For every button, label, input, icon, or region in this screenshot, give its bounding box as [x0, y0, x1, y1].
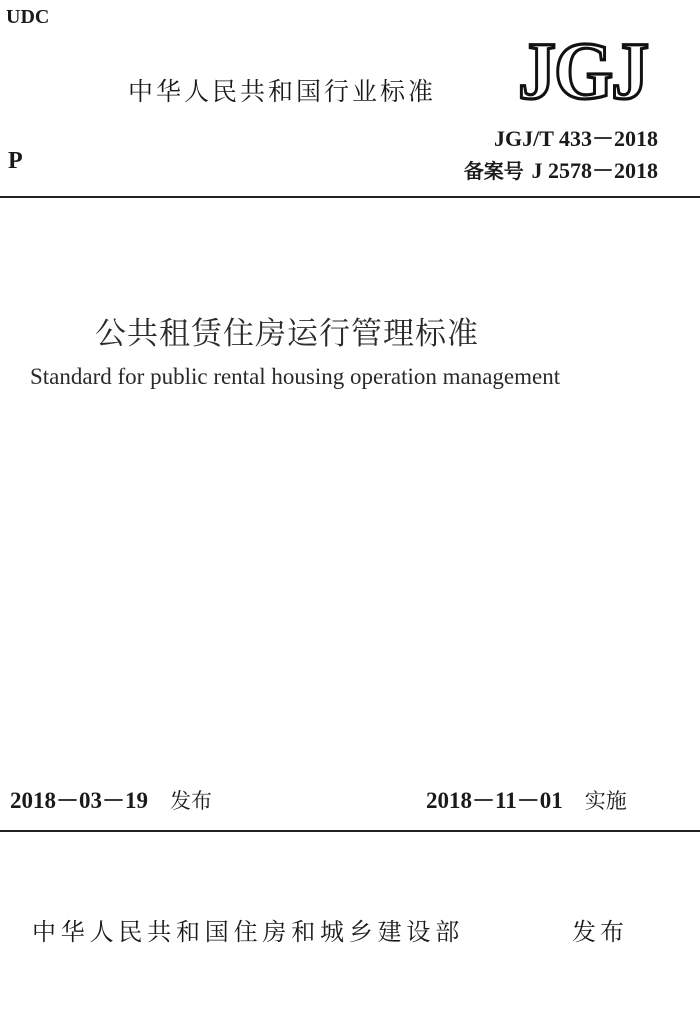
standard-code: JGJ/T 433－2018 [493, 126, 658, 151]
publisher-action: 发布 [572, 918, 628, 946]
filing-label: 备案号 [463, 159, 524, 183]
implementation-label: 实施 [584, 789, 627, 813]
top-divider [0, 196, 700, 198]
bottom-divider [0, 830, 700, 832]
filing-number-row [464, 154, 658, 185]
udc-label: UDC [6, 6, 50, 28]
implementation-date-row [426, 782, 627, 815]
jgj-logo: JGJ [518, 25, 648, 117]
filing-number: J 2578－2018 [531, 158, 658, 183]
issue-date-row [10, 782, 212, 815]
document-title-chinese: 公共租赁住房运行管理标准 [95, 316, 479, 352]
publisher-name: 中华人民共和国住房和城乡建设部 [32, 918, 464, 946]
industry-standard-title: 中华人民共和国行业标准 [128, 77, 437, 106]
document-title-english: Standard for public rental housing operation management [30, 364, 561, 389]
implementation-date: 2018－11－01 [426, 788, 563, 813]
issue-label: 发布 [170, 789, 212, 813]
issue-date: 2018－03－19 [10, 788, 148, 813]
classification-code: P [8, 148, 23, 174]
